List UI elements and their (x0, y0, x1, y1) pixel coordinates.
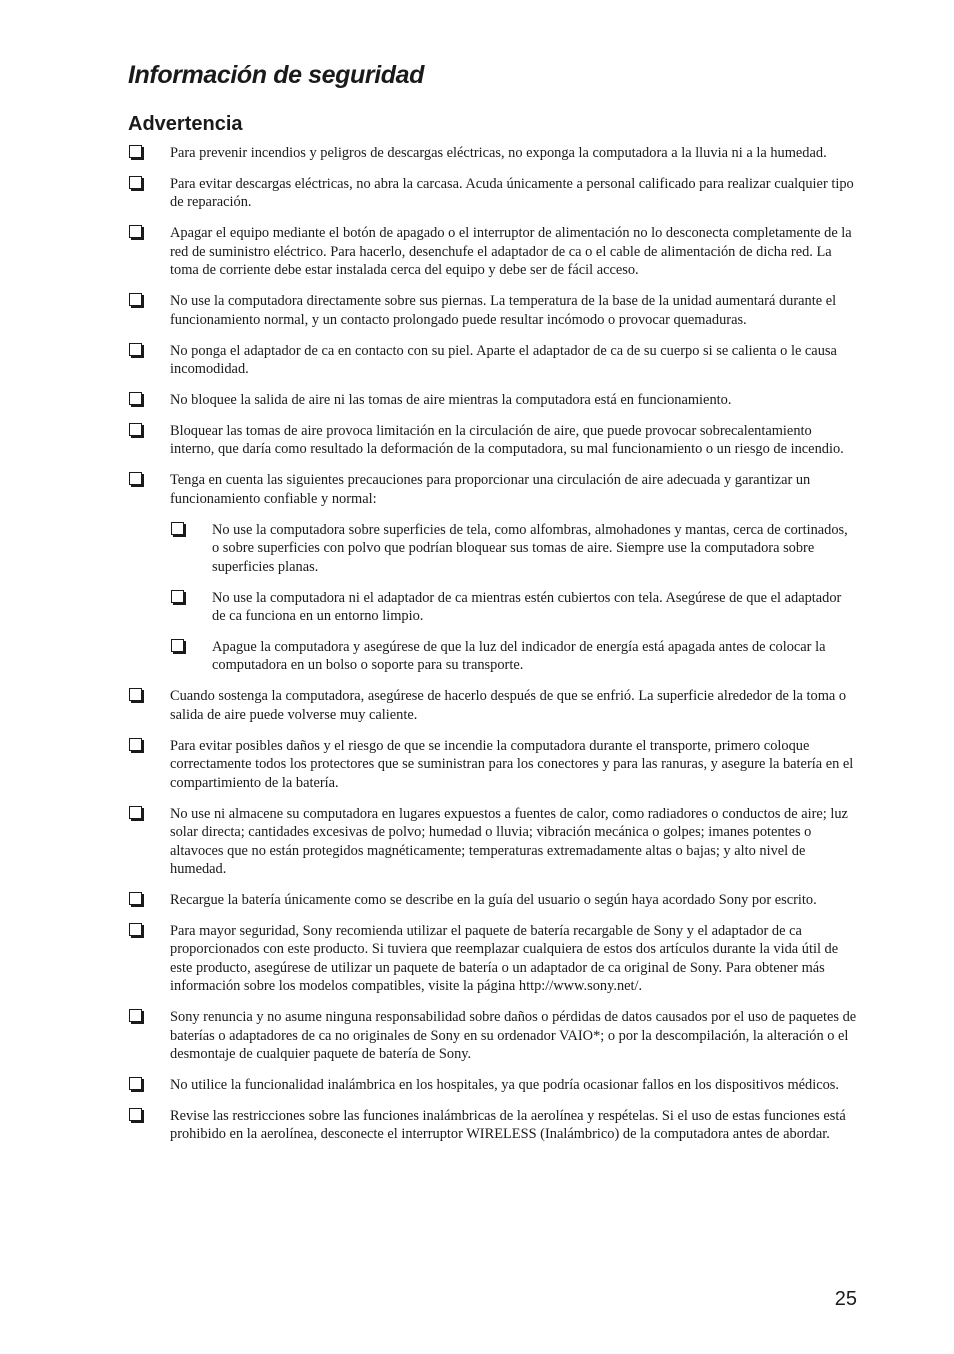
checkbox-bullet-icon (129, 176, 142, 189)
list-item-text: Para evitar descargas eléctricas, no abra la carcasa. Acuda únicamente a personal calificado para realizar cualquier tipo de reparación. (170, 176, 854, 211)
list-item-text: Apagar el equipo mediante el botón de apagado o el interruptor de alimentación no lo desconecta completamente de la red de suministro eléctrico. Para hacerlo, desenchufe el adaptador de ca o el cable de alimentación de dicha red. La toma de corriente debe estar instalada cerca del equipo y debe ser de fácil acceso. (170, 225, 852, 279)
sub-list-item-text: Apague la computadora y asegúrese de que la luz del indicador de energía está apagada antes de colocar la computadora en un bolso o soporte para su transporte. (212, 639, 826, 674)
list-item (128, 175, 858, 212)
list-item (128, 891, 858, 909)
checkbox-bullet-icon (129, 688, 142, 701)
checkbox-bullet-icon (129, 806, 142, 819)
list-item (128, 292, 858, 329)
page-content (128, 58, 858, 1156)
list-item (128, 391, 858, 409)
checkbox-bullet-icon (129, 472, 142, 485)
list-item (128, 805, 858, 879)
list-item-text: No utilice la funcionalidad inalámbrica en los hospitales, ya que podría ocasionar fallos en los dispositivos médicos. (170, 1076, 840, 1093)
checkbox-bullet-icon (129, 343, 142, 356)
list-item-text: No use la computadora directamente sobre sus piernas. La temperatura de la base de la unidad aumentará durante el funcionamiento normal, y un contacto prolongado puede resultar incómodo o provocar quemaduras. (170, 293, 837, 328)
list-item (128, 422, 858, 459)
checkbox-bullet-icon (129, 293, 142, 306)
list-item-text: Para mayor seguridad, Sony recomienda utilizar el paquete de batería recargable de Sony y el adaptador de ca proporcionados con este producto. Si tuviera que reemplazar cualquiera de estos dos artículos durante la vida útil de este producto, asegúrese de utilizar un paquete de batería o un adaptador de ca original de Sony. Para obtener más información sobre los modelos compatibles, visite la página http://www.sony.net/. (170, 922, 839, 995)
sub-list-item (170, 638, 858, 675)
list-item-text: No ponga el adaptador de ca en contacto con su piel. Aparte el adaptador de ca de su cuerpo si se calienta o le causa incomodidad. (170, 342, 837, 378)
list-item-text: No bloquee la salida de aire ni las tomas de aire mientras la computadora está en funcionamiento. (170, 392, 732, 409)
checkbox-bullet-icon (129, 892, 142, 905)
list-item-text: No use ni almacene su computadora en lugares expuestos a fuentes de calor, como radiadores o conductos de aire; luz solar directa; cantidades excesivas de polvo; humedad o lluvia; vibración mecánica o golpes; imanes potentes o altavoces que no están protegidos magnéticamente; temperaturas extremadamente altas o bajas; y alto nivel de humedad. (170, 805, 848, 877)
list-item (128, 471, 858, 674)
list-item-text: Para prevenir incendios y peligros de descargas eléctricas, no exponga la computadora a la lluvia ni a la humedad. (170, 145, 827, 161)
list-item (128, 1076, 858, 1094)
page-number: 25 (834, 1288, 857, 1310)
sub-list-item-text: No use la computadora sobre superficies de tela, como alfombras, almohadones y mantas, cerca de cortinados, o sobre superficies con polvo que podrían bloquear sus tomas de aire. Siempre use la computadora sobre superficies planas. (212, 521, 848, 575)
sub-list-item (170, 521, 858, 576)
checkbox-bullet-icon (129, 923, 142, 936)
page-title: Información de seguridad (128, 61, 425, 89)
list-item (128, 144, 858, 162)
checkbox-bullet-icon (171, 522, 184, 535)
list-item-text: Sony renuncia y no asume ninguna responsabilidad sobre daños o pérdidas de datos causados por el uso de paquetes de baterías o adaptadores de ca no originales de Sony en su ordenador VAIO*; o por la descompilación, la alteración o el desmontaje de cualquier paquete de batería de Sony. (170, 1009, 857, 1062)
checkbox-bullet-icon (129, 1009, 142, 1022)
sub-list-item (170, 589, 858, 626)
list-item (128, 922, 858, 996)
checkbox-bullet-icon (129, 225, 142, 238)
checkbox-bullet-icon (171, 639, 184, 652)
list-item-text: Recargue la batería únicamente como se describe en la guía del usuario o según haya acordado Sony por escrito. (170, 891, 817, 908)
list-item (128, 224, 858, 279)
list-item-text: Cuando sostenga la computadora, asegúrese de hacerlo después de que se enfrió. La superficie alrededor de la toma o salida de aire puede volverse muy caliente. (170, 688, 847, 723)
checkbox-bullet-icon (129, 423, 142, 436)
list-item (128, 737, 858, 792)
list-item (128, 342, 858, 379)
sub-list-item-text: No use la computadora ni el adaptador de ca mientras estén cubiertos con tela. Asegúrese de que el adaptador de ca funciona en un entorno limpio. (212, 589, 842, 625)
checkbox-bullet-icon (129, 1108, 142, 1121)
list-item (128, 1107, 858, 1144)
checkbox-bullet-icon (129, 738, 142, 751)
list-item-text: Para evitar posibles daños y el riesgo de que se incendie la computadora durante el transporte, primero coloque correctamente todos los protectores que se suministran para los conectores y para las ranuras, y asegure la batería en el compartimiento de la batería. (170, 737, 854, 791)
checkbox-bullet-icon (129, 1077, 142, 1090)
ventilation-sublist (170, 521, 858, 675)
checkbox-bullet-icon (129, 145, 142, 158)
checkbox-bullet-icon (129, 392, 142, 405)
warning-list (128, 144, 858, 1144)
list-item (128, 687, 858, 724)
section-heading: Advertencia (128, 113, 243, 135)
list-item-text: Revise las restricciones sobre las funciones inalámbricas de la aerolínea y respételas. Si el uso de estas funciones está prohibido en la aerolínea, desconecte el interruptor WIRELESS (Inalámbrico) de la computadora antes de abordar. (170, 1107, 846, 1143)
checkbox-bullet-icon (171, 590, 184, 603)
list-item-text: Bloquear las tomas de aire provoca limitación en la circulación de aire, que puede provocar sobrecalentamiento interno, que daría como resultado la deformación de la computadora, su mal funcionamiento o un riesgo de incendio. (170, 423, 844, 458)
list-item (128, 1008, 858, 1063)
list-item-text: Tenga en cuenta las siguientes precauciones para proporcionar una circulación de aire adecuada y garantizar un funcionamiento confiable y normal: (170, 472, 811, 507)
